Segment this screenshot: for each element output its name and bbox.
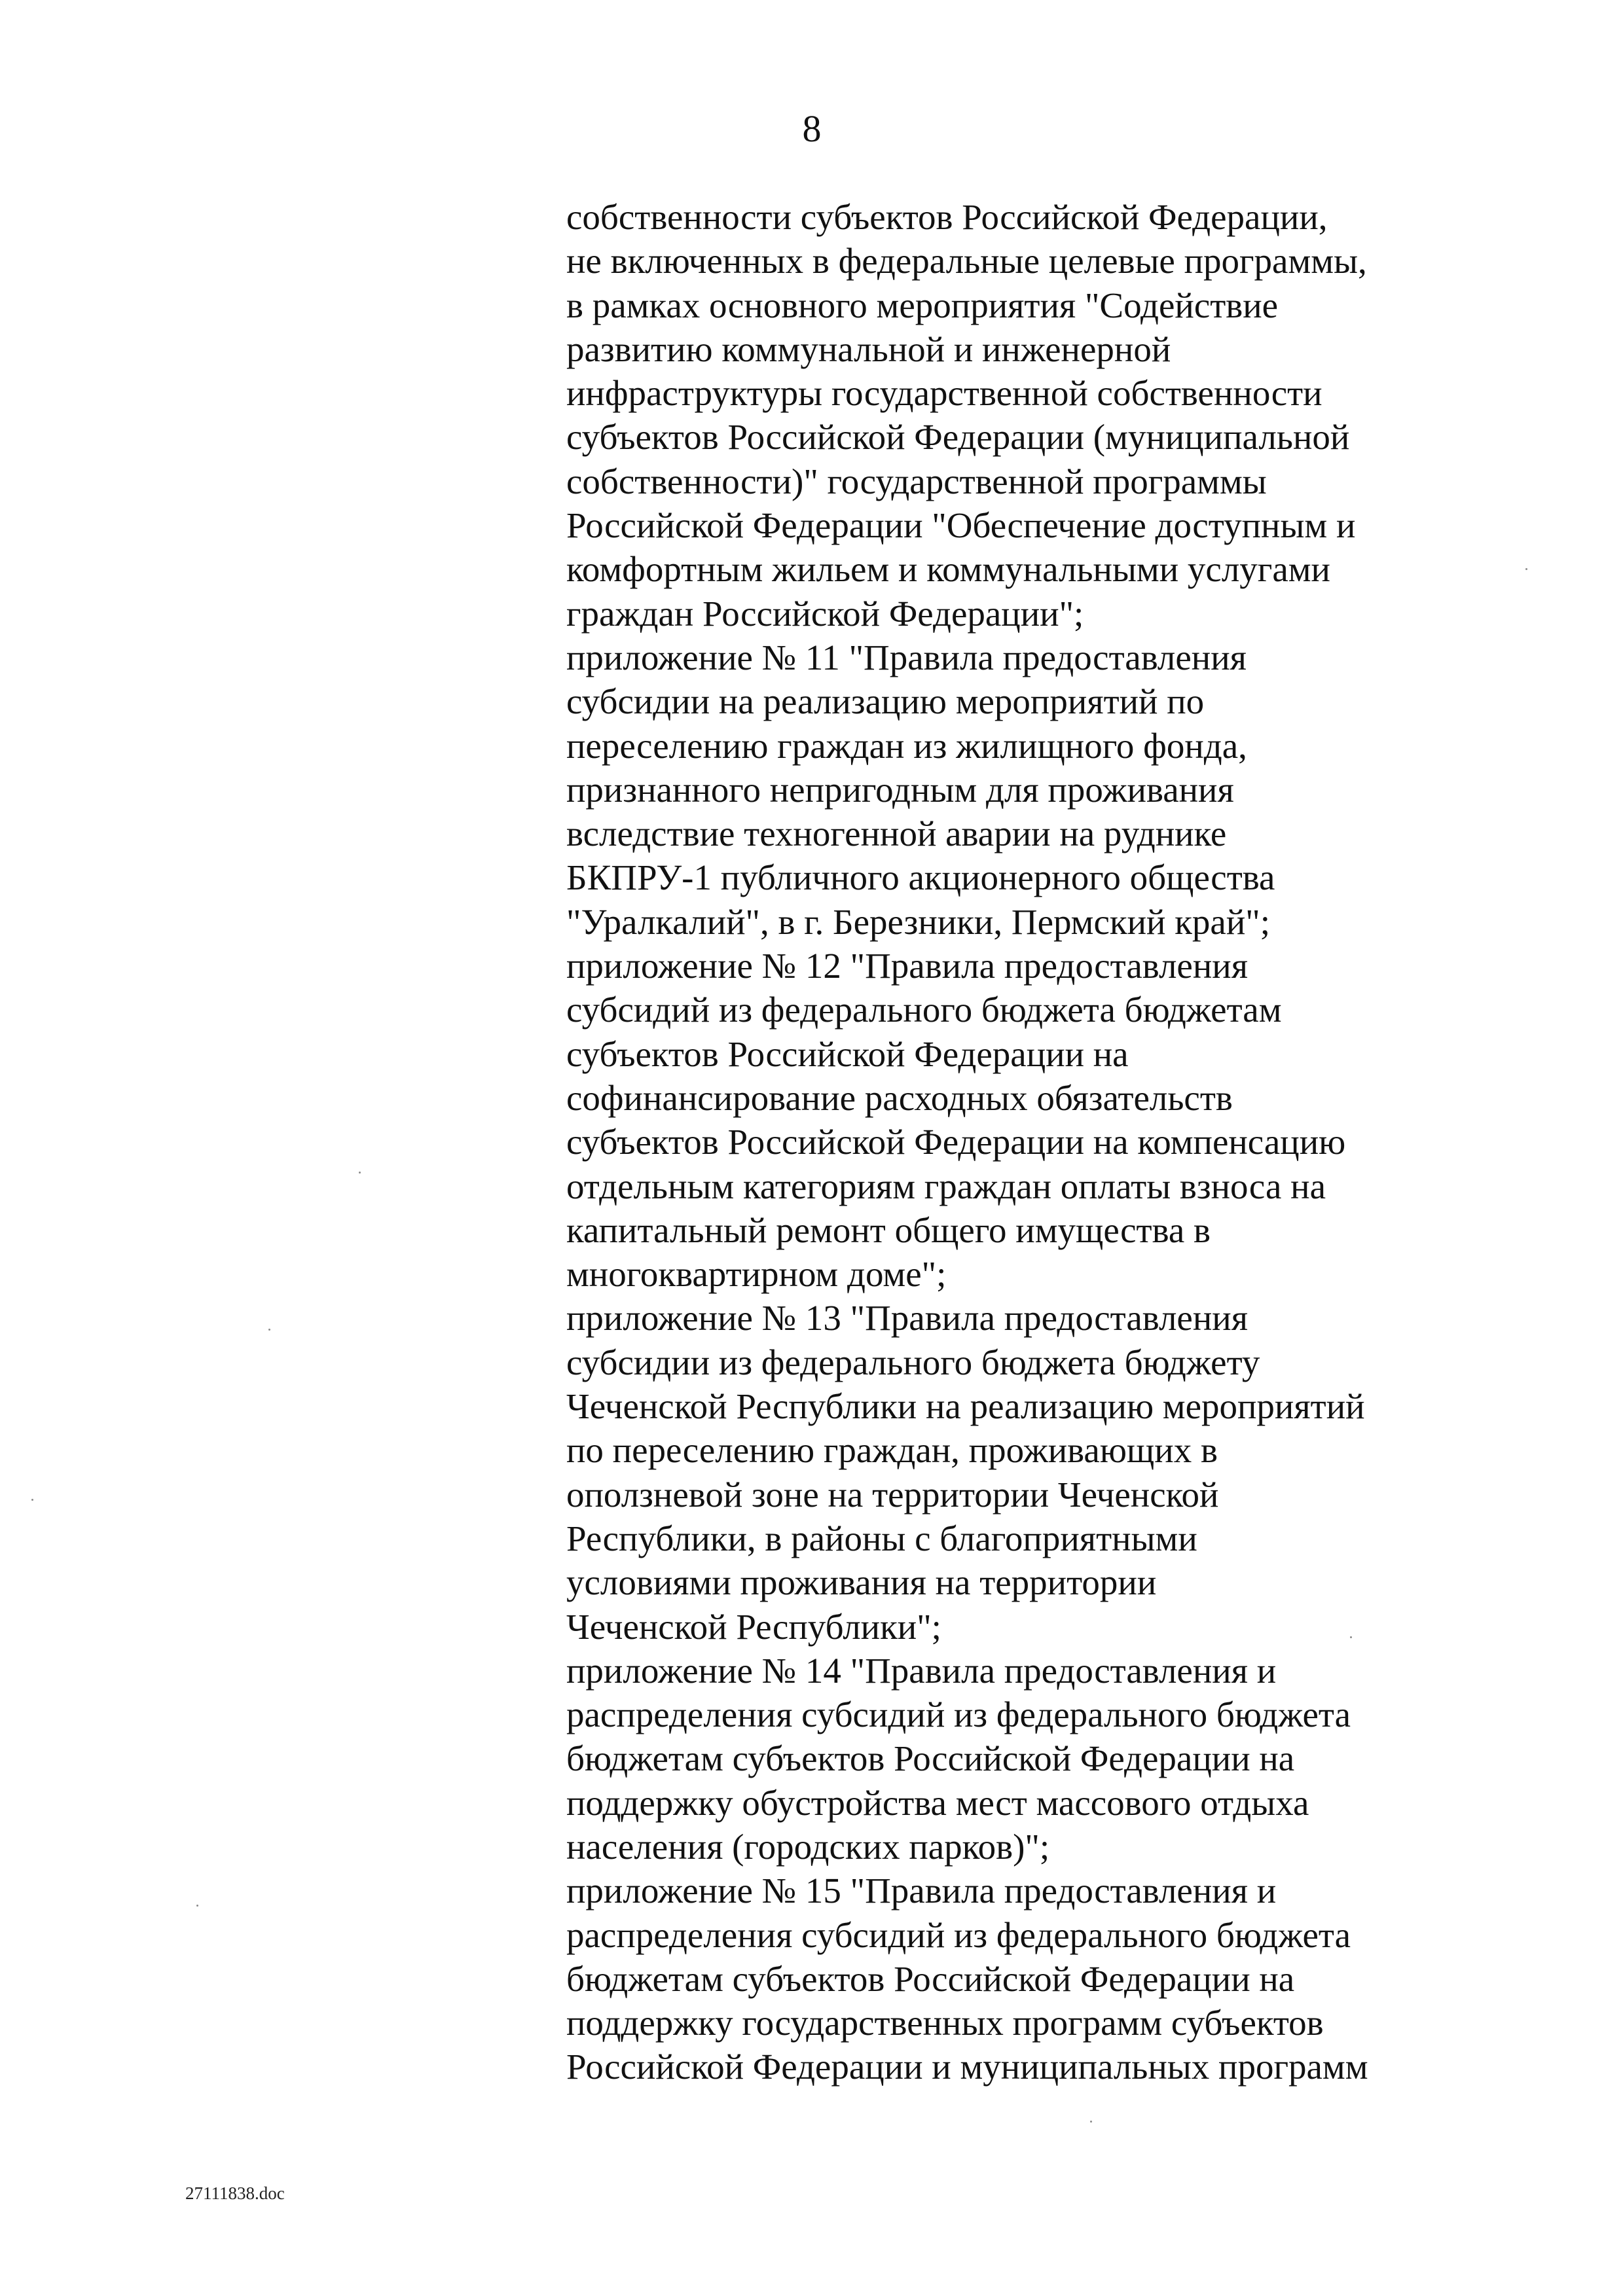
text-line: Российской Федерации и муниципальных программ bbox=[566, 2047, 1368, 2087]
scan-speck bbox=[31, 1499, 33, 1501]
scan-speck bbox=[196, 1905, 198, 1907]
text-line: бюджетам субъектов Российской Федерации на bbox=[566, 1738, 1295, 1779]
text-line: признанного непригодным для проживания bbox=[566, 769, 1234, 810]
text-line: оползневой зоне на территории Чеченской bbox=[566, 1474, 1219, 1515]
text-line: населения (городских парков)"; bbox=[566, 1826, 1050, 1867]
text-line: собственности)" государственной программы bbox=[566, 461, 1267, 501]
text-line: капитальный ремонт общего имущества в bbox=[566, 1210, 1211, 1250]
text-line: не включенных в федеральные целевые программы, bbox=[566, 241, 1367, 281]
text-line: приложение № 11 "Правила предоставления bbox=[566, 637, 1247, 677]
scan-speck bbox=[1350, 1636, 1352, 1638]
scan-speck bbox=[359, 1172, 361, 1174]
text-line: Чеченской Республики на реализацию мероприятий bbox=[566, 1386, 1365, 1427]
text-line: бюджетам субъектов Российской Федерации на bbox=[566, 1958, 1295, 1999]
text-line: в рамках основного мероприятия "Содействие bbox=[566, 285, 1279, 325]
text-line: приложение № 14 "Правила предоставления и bbox=[566, 1650, 1277, 1691]
scan-speck bbox=[1525, 568, 1527, 570]
text-line: субсидии на реализацию мероприятий по bbox=[566, 681, 1205, 722]
text-line: субсидий из федерального бюджета бюджетам bbox=[566, 990, 1282, 1030]
text-line: БКПРУ-1 публичного акционерного общества bbox=[566, 857, 1275, 898]
document-body bbox=[566, 195, 1450, 2089]
scan-speck bbox=[1090, 2121, 1092, 2123]
text-line: субъектов Российской Федерации (муниципальной bbox=[566, 417, 1350, 457]
text-line: развитию коммунальной и инженерной bbox=[566, 329, 1171, 369]
text-line: "Уралкалий", в г. Березники, Пермский край"; bbox=[566, 901, 1270, 942]
text-line: поддержку государственных программ субъектов bbox=[566, 2003, 1324, 2043]
text-line: субъектов Российской Федерации на bbox=[566, 1033, 1129, 1074]
text-line: инфраструктуры государственной собственности bbox=[566, 373, 1322, 414]
text-line: Чеченской Республики"; bbox=[566, 1606, 941, 1647]
text-line: субъектов Российской Федерации на компенсацию bbox=[566, 1122, 1346, 1162]
text-line: переселению граждан из жилищного фонда, bbox=[566, 725, 1247, 766]
text-line: поддержку обустройства мест массового отдыха bbox=[566, 1782, 1309, 1823]
text-line: распределения субсидий из федерального бюджета bbox=[566, 1695, 1351, 1735]
text-line: Республики, в районы с благоприятными bbox=[566, 1518, 1197, 1558]
text-line: граждан Российской Федерации"; bbox=[566, 593, 1084, 634]
text-line: отдельным категориям граждан оплаты взноса на bbox=[566, 1166, 1326, 1206]
text-line: комфортным жильем и коммунальными услугами bbox=[566, 549, 1330, 590]
text-line: распределения субсидий из федерального бюджета bbox=[566, 1914, 1351, 1955]
scan-speck bbox=[268, 1329, 270, 1331]
text-line: условиями проживания на территории bbox=[566, 1562, 1157, 1603]
text-line: Российской Федерации "Обеспечение доступным и bbox=[566, 505, 1356, 546]
text-line: вследствие техногенной аварии на руднике bbox=[566, 814, 1227, 854]
text-line: субсидии из федерального бюджета бюджету bbox=[566, 1342, 1260, 1382]
text-line: собственности субъектов Российской Федерации, bbox=[566, 197, 1328, 237]
document-filename: 27111838.doc bbox=[185, 2183, 285, 2203]
page-number: 8 bbox=[802, 107, 822, 150]
text-line: софинансирование расходных обязательств bbox=[566, 1077, 1233, 1118]
text-line: приложение № 13 "Правила предоставления bbox=[566, 1298, 1248, 1338]
text-line: многоквартирном доме"; bbox=[566, 1254, 947, 1295]
text-line: приложение № 12 "Правила предоставления bbox=[566, 946, 1248, 986]
text-line: приложение № 15 "Правила предоставления и bbox=[566, 1871, 1277, 1911]
text-line: по переселению граждан, проживающих в bbox=[566, 1430, 1218, 1471]
